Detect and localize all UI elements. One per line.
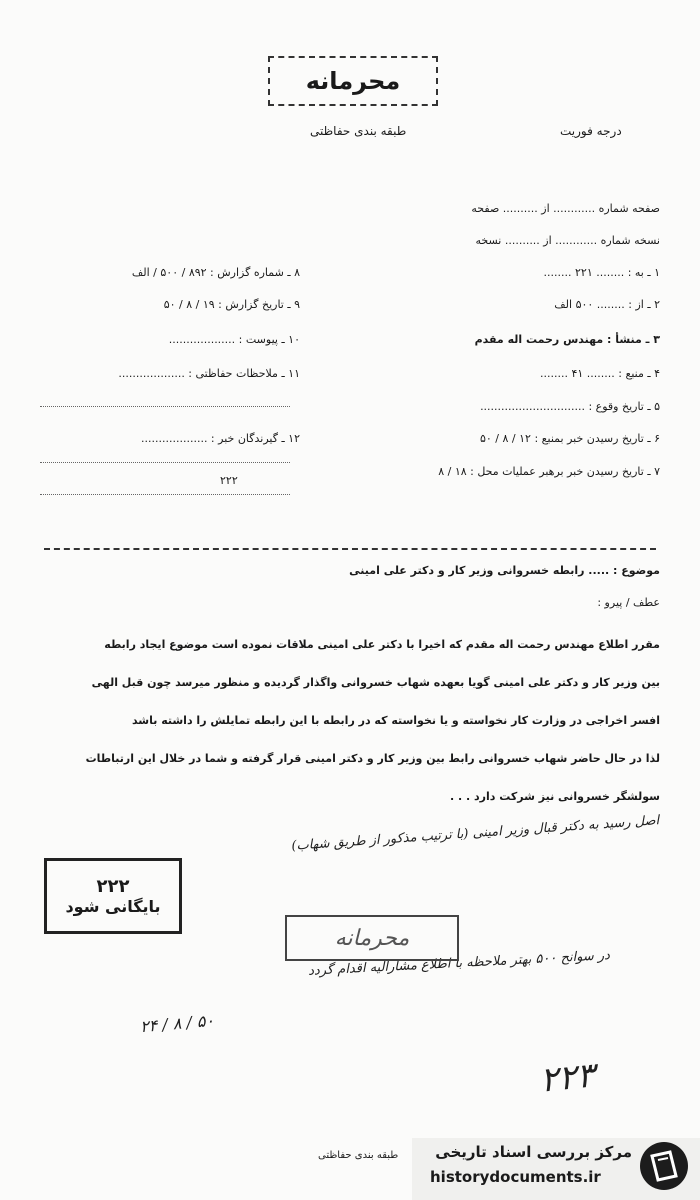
page-number-field: صفحه شماره ............ از .......... صفحه: [471, 202, 660, 215]
handwritten-number: ۲۲۳: [538, 1055, 597, 1101]
copy-number-field: نسخه شماره ............ از .......... نسخه: [475, 234, 660, 247]
event-date-field: ۵ ـ تاریخ وقوع : ..............................: [480, 400, 660, 413]
body-line: مقرر اطلاع مهندس رحمت اله مقدم که اخیرا با دکتر علی امینی ملاقات نموده است موضوع ایجاد رابطه: [104, 638, 660, 651]
received-date-field: ۶ ـ تاریخ رسیدن خبر بمنبع : ۱۲ / ۸ / ۵۰: [479, 432, 660, 445]
body-line: بین وزیر کار و دکتر علی امینی گویا بعهده شهاب خسروانی واگذار گردیده و منظور میرسد چون قبل الهی: [91, 676, 660, 689]
dotted-line: [40, 462, 290, 463]
handwritten-date: ۲۴ / ۸ / ۵۰: [139, 1010, 215, 1037]
section-divider: [44, 548, 656, 550]
classification-stamp: محرمانه: [268, 56, 438, 106]
body-line: افسر اخراجی در وزارت کار نخواسته و یا نخواسته که در رابطه با این رابطه تمایلش را داشته باشد: [131, 714, 660, 727]
subject-line: موضوع : ..... رابطه خسروانی وزیر کار و دکتر علی امینی: [349, 564, 660, 577]
history-documents-logo-icon: [640, 1142, 688, 1190]
priority-label: درجه فوریت: [560, 124, 622, 138]
body-line: لذا در حال حاضر شهاب خسروانی رابط بین وزیر کار و دکتر امینی قرار گرفته و شما در خلال این ارتباطات: [85, 752, 660, 765]
archive-stamp: [44, 858, 182, 934]
security-class-label: طبقه بندی حفاظتی: [310, 124, 407, 138]
origin-field: ۳ ـ منشأ : مهندس رحمت اله مقدم: [474, 333, 660, 346]
confidential-stamp: محرمانه: [285, 915, 459, 961]
logo-title: مرکز بررسی اسناد تاریخی: [435, 1143, 632, 1161]
handwritten-note: اصل رسید به دکتر قبال وزیر امینی (با ترتیب مذکور از طریق شهاب): [291, 813, 661, 854]
report-number-field: ۸ ـ شماره گزارش : ۸۹۲ / ۵۰۰ / الف: [131, 266, 300, 279]
security-notes-field: ۱۱ ـ ملاحظات حفاظتی : ...................: [118, 367, 300, 380]
body-line: سولشگر خسروانی نیز شرکت دارد . . .: [449, 790, 660, 803]
following-label: عطف / پیرو :: [597, 596, 660, 609]
recipients-field: ۱۲ ـ گیرندگان خبر : ...................: [141, 432, 300, 445]
to-field: ۱ ـ به : ........ ۲۲۱ ........: [543, 266, 660, 279]
recipient-code: ۲۲۲: [220, 474, 238, 487]
attachment-field: ۱۰ ـ پیوست : ...................: [168, 333, 300, 346]
source-field: ۴ ـ منبع : ........ ۴۱ ........: [539, 367, 660, 380]
dotted-line: [40, 406, 290, 407]
archive-text: بایگانی شود: [65, 897, 161, 916]
archive-number: ۲۲۲: [96, 876, 130, 897]
logo-url: historydocuments.ir: [430, 1168, 601, 1186]
footer-security-class: طبقه بندی حفاظتی: [318, 1150, 399, 1161]
operations-date-field: ۷ ـ تاریخ رسیدن خبر برهبر عملیات محل : ۱۸ / ۸: [438, 465, 660, 478]
from-field: ۲ ـ از : ........ ۵۰۰ الف: [554, 298, 660, 311]
dotted-line: [40, 494, 290, 495]
report-date-field: ۹ ـ تاریخ گزارش : ۱۹ / ۸ / ۵۰: [163, 298, 300, 311]
handwritten-note: در سوانح ۵۰۰ بهتر ملاحظه با اطلاع مشارالیه اقدام گردد: [307, 948, 611, 979]
